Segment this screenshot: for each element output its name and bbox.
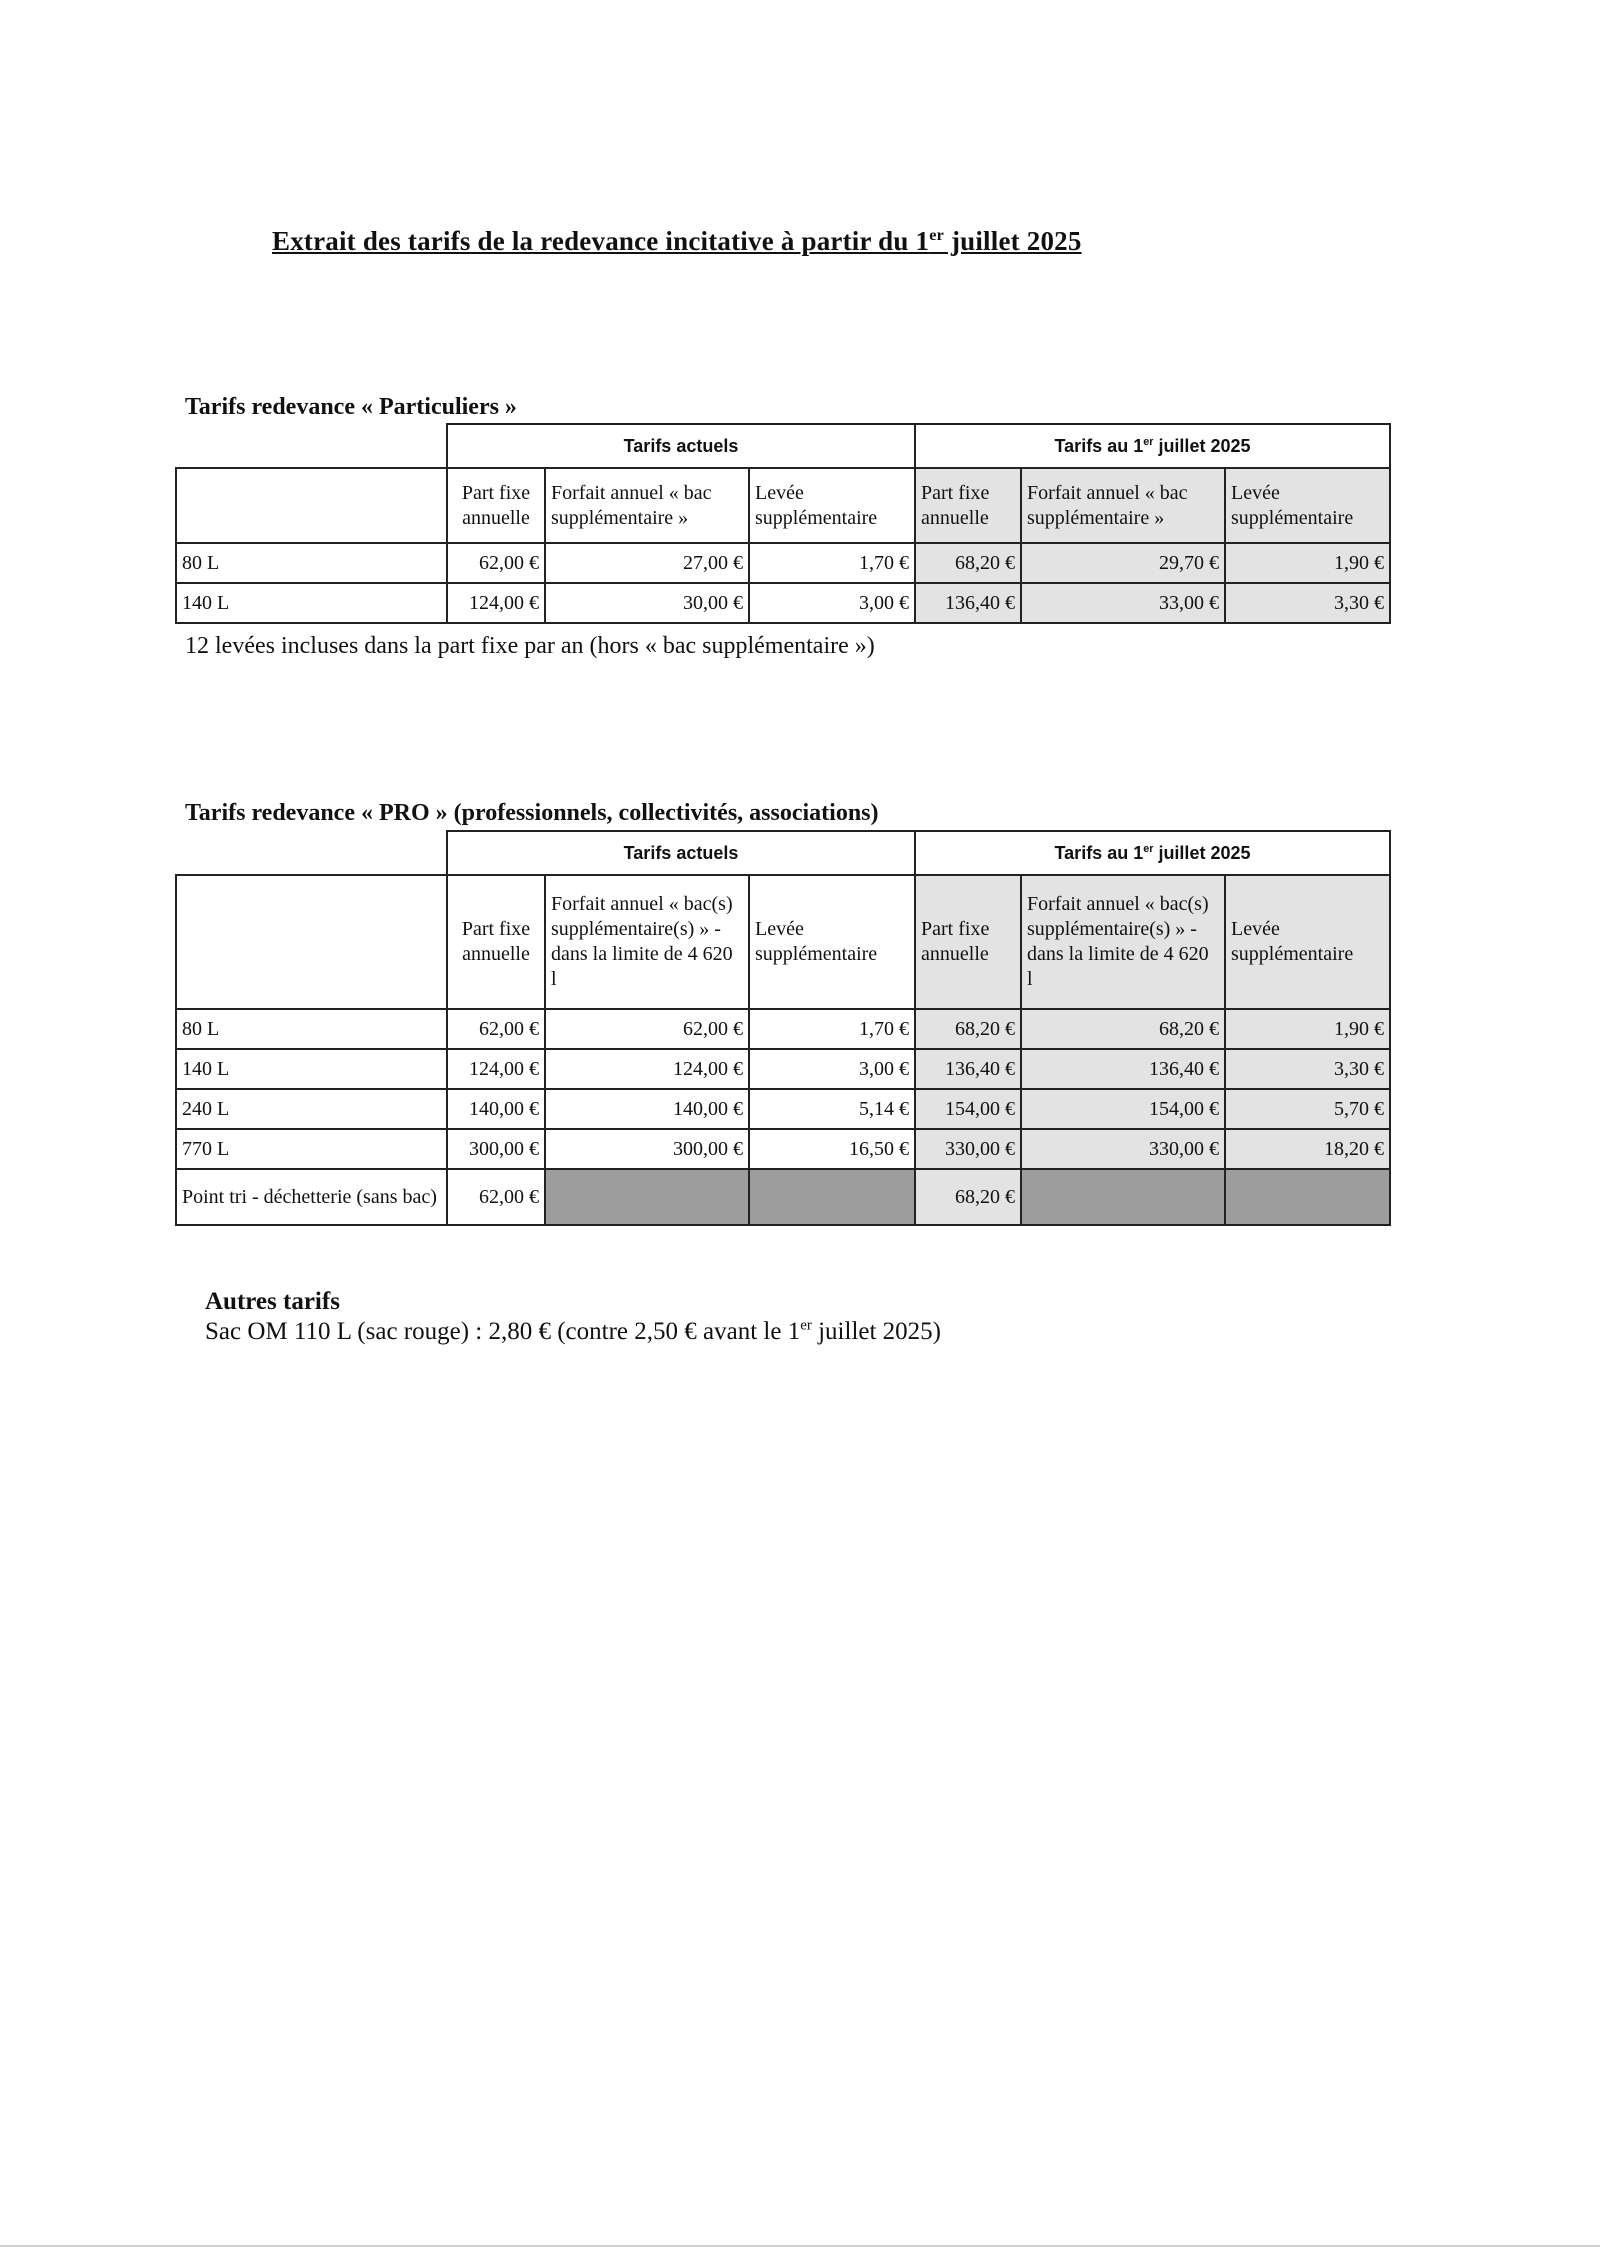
cell-new-levee: 1,90 € [1225, 543, 1390, 583]
col-header-forfait: Forfait annuel « bac supplémentaire » [545, 468, 749, 543]
table-row [176, 543, 1390, 583]
cell-new-levee: 3,30 € [1225, 1049, 1390, 1089]
cell-new-part-fixe: 154,00 € [915, 1089, 1021, 1129]
cell-current-levee: 1,70 € [749, 1009, 915, 1049]
group-header-current: Tarifs actuels [447, 424, 915, 468]
cell-current-levee: 3,00 € [749, 1049, 915, 1089]
cell-current-part-fixe: 140,00 € [447, 1089, 545, 1129]
cell-new-forfait: 154,00 € [1021, 1089, 1225, 1129]
empty-corner-cell [176, 424, 447, 468]
group-header-new-prefix: Tarifs au 1 [1054, 842, 1144, 863]
pro-table [175, 830, 1391, 1226]
table-column-header-row [176, 875, 1390, 1009]
cell-current-levee: 16,50 € [749, 1129, 915, 1169]
cell-new-levee: 18,20 € [1225, 1129, 1390, 1169]
group-header-new-sup: er [1143, 435, 1154, 448]
cell-current-levee: 5,14 € [749, 1089, 915, 1129]
col-header-forfait: Forfait annuel « bac(s) supplémentaire(s) » - dans la limite de 4 620 l [545, 875, 749, 1009]
scan-bottom-edge [0, 2245, 1600, 2247]
cell-new-levee-na [1225, 1169, 1390, 1225]
col-header-part-fixe: Part fixe annuelle [447, 875, 545, 1009]
cell-current-forfait: 30,00 € [545, 583, 749, 623]
particuliers-table [175, 423, 1391, 624]
autres-tarifs-heading: Autres tarifs [205, 1288, 340, 1315]
sac-om-superscript: er [800, 1317, 812, 1334]
cell-new-levee: 1,90 € [1225, 1009, 1390, 1049]
group-header-new-prefix: Tarifs au 1 [1054, 435, 1144, 456]
cell-new-forfait: 29,70 € [1021, 543, 1225, 583]
cell-current-part-fixe: 124,00 € [447, 1049, 545, 1089]
table-row [176, 1009, 1390, 1049]
cell-new-forfait: 136,40 € [1021, 1049, 1225, 1089]
col-header-new-part-fixe: Part fixe annuelle [915, 468, 1021, 543]
col-header-levee: Levée supplémentaire [749, 875, 915, 1009]
sac-om-tarif-line [205, 1318, 941, 1346]
particuliers-note: 12 levées incluses dans la part fixe par an (hors « bac supplémentaire ») [185, 633, 875, 659]
empty-corner-cell [176, 831, 447, 875]
cell-new-forfait: 330,00 € [1021, 1129, 1225, 1169]
sac-om-text-end: juillet 2025) [811, 1318, 942, 1345]
cell-current-levee: 3,00 € [749, 583, 915, 623]
cell-current-forfait: 140,00 € [545, 1089, 749, 1129]
group-header-new-suffix: juillet 2025 [1153, 435, 1251, 456]
cell-current-part-fixe: 124,00 € [447, 583, 545, 623]
cell-new-part-fixe: 68,20 € [915, 1009, 1021, 1049]
cell-new-levee: 5,70 € [1225, 1089, 1390, 1129]
col-header-new-part-fixe: Part fixe annuelle [915, 875, 1021, 1009]
row-label: 140 L [176, 1049, 447, 1089]
cell-new-forfait: 68,20 € [1021, 1009, 1225, 1049]
group-header-current: Tarifs actuels [447, 831, 915, 875]
cell-current-levee: 1,70 € [749, 543, 915, 583]
group-header-new-sup: er [1143, 842, 1154, 855]
col-header-new-forfait: Forfait annuel « bac(s) supplémentaire(s) » - dans la limite de 4 620 l [1021, 875, 1225, 1009]
col-header-part-fixe: Part fixe annuelle [447, 468, 545, 543]
cell-new-part-fixe: 68,20 € [915, 543, 1021, 583]
col-header-new-forfait: Forfait annuel « bac supplémentaire » [1021, 468, 1225, 543]
title-text: Extrait des tarifs de la redevance incitative à partir du 1 [272, 226, 930, 256]
pro-heading: Tarifs redevance « PRO » (professionnels, collectivités, associations) [185, 800, 879, 826]
row-label: Point tri - déchetterie (sans bac) [176, 1169, 447, 1225]
cell-current-forfait: 300,00 € [545, 1129, 749, 1169]
row-label-header-cell [176, 468, 447, 543]
table-column-header-row [176, 468, 1390, 543]
row-label: 80 L [176, 543, 447, 583]
col-header-levee: Levée supplémentaire [749, 468, 915, 543]
cell-new-part-fixe: 330,00 € [915, 1129, 1021, 1169]
cell-current-part-fixe: 300,00 € [447, 1129, 545, 1169]
cell-new-part-fixe: 136,40 € [915, 1049, 1021, 1089]
cell-new-part-fixe: 68,20 € [915, 1169, 1021, 1225]
title-superscript: er [929, 226, 944, 244]
particuliers-heading: Tarifs redevance « Particuliers » [185, 394, 517, 420]
row-label: 140 L [176, 583, 447, 623]
row-label: 770 L [176, 1129, 447, 1169]
cell-current-part-fixe: 62,00 € [447, 543, 545, 583]
table-row [176, 583, 1390, 623]
cell-current-levee-na [749, 1169, 915, 1225]
col-header-new-levee: Levée supplémentaire [1225, 875, 1390, 1009]
document-title [272, 226, 1082, 257]
table-row [176, 1129, 1390, 1169]
group-header-new [915, 831, 1390, 875]
table-group-header-row [176, 831, 1390, 875]
table-row [176, 1089, 1390, 1129]
cell-current-forfait: 62,00 € [545, 1009, 749, 1049]
table-group-header-row [176, 424, 1390, 468]
cell-new-levee: 3,30 € [1225, 583, 1390, 623]
cell-current-part-fixe: 62,00 € [447, 1169, 545, 1225]
sac-om-text: Sac OM 110 L (sac rouge) : 2,80 € (contre 2,50 € avant le 1 [205, 1318, 801, 1345]
cell-new-forfait-na [1021, 1169, 1225, 1225]
row-label: 80 L [176, 1009, 447, 1049]
group-header-new-suffix: juillet 2025 [1153, 842, 1251, 863]
cell-current-part-fixe: 62,00 € [447, 1009, 545, 1049]
cell-current-forfait: 27,00 € [545, 543, 749, 583]
col-header-new-levee: Levée supplémentaire [1225, 468, 1390, 543]
title-text-end: juillet 2025 [944, 226, 1082, 256]
cell-new-part-fixe: 136,40 € [915, 583, 1021, 623]
table-row [176, 1049, 1390, 1089]
group-header-new [915, 424, 1390, 468]
row-label: 240 L [176, 1089, 447, 1129]
cell-current-forfait: 124,00 € [545, 1049, 749, 1089]
cell-current-forfait-na [545, 1169, 749, 1225]
table-row [176, 1169, 1390, 1225]
cell-new-forfait: 33,00 € [1021, 583, 1225, 623]
row-label-header-cell [176, 875, 447, 1009]
